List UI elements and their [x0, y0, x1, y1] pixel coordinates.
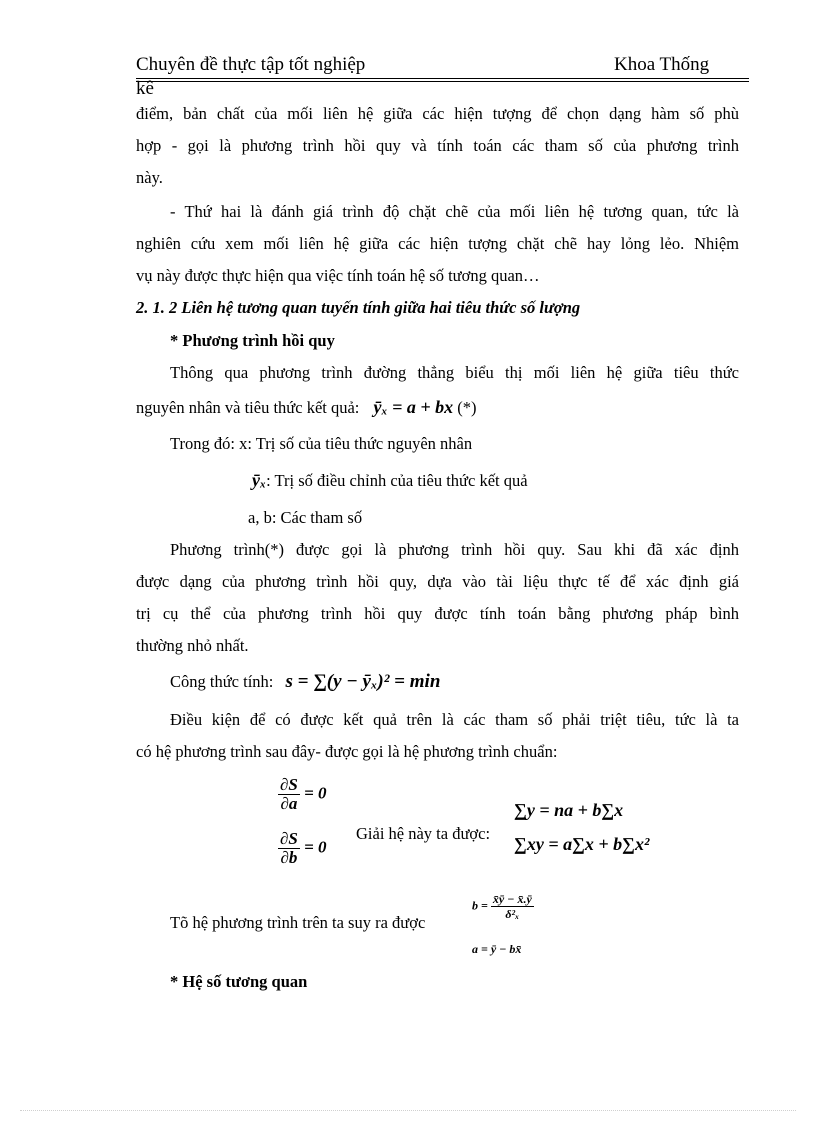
p3-line2-text: nguyên nhân và tiêu thức kết quả:: [136, 398, 360, 417]
b-numerator: x̄ȳ − x̄.ȳ: [492, 892, 532, 906]
p5-line1: Điều kiện để có được kết quả trên là các tham số phải triệt tiêu, tức là ta: [170, 710, 739, 729]
subheading-regression: * Phương trình hồi quy: [170, 331, 335, 350]
subheading-correlation: * Hệ số tương quan: [170, 972, 308, 991]
p2-line1: - Thứ hai là đánh giá trình độ chặt chẽ của mối liên hệ tương quan, tức là: [170, 202, 739, 221]
section-title: 2. 1. 2 Liên hệ tương quan tuyến tính giữa hai tiêu thức số lượng: [136, 298, 581, 317]
derivative-a-den: ∂a: [280, 794, 298, 813]
where-y: [252, 470, 528, 491]
p4-line3: trị cụ thể của phương trình hồi quy được tính toán bằng phương pháp bình: [136, 604, 739, 623]
derivative-a-fraction: [278, 776, 300, 813]
p2-line3: vụ này được thực hiện qua việc tính toán hệ số tương quan…: [136, 266, 540, 285]
p1-line1: điểm, bản chất của mối liên hệ giữa các hiện tượng để chọn dạng hàm số phù: [136, 104, 739, 123]
b-denominator: δ²ₓ: [505, 907, 520, 921]
p4-line4: thường nhỏ nhất.: [136, 636, 249, 655]
derivative-b-zero: = 0: [304, 837, 327, 857]
equation-star: (*): [457, 398, 477, 417]
regression-equation: ȳₓ = a + bx: [373, 397, 454, 417]
derivative-a-num: ∂S: [280, 775, 298, 794]
normal-equation-1: ∑y = na + b∑x: [514, 800, 624, 820]
header-rule: [136, 78, 749, 79]
p2-line2: nghiên cứu xem mối liên hệ giữa các hiện tượng chặt chẽ hay lỏng lẻo. Nhiệm: [136, 234, 739, 253]
where-y-symbol: ȳₓ: [252, 470, 267, 490]
derivative-b-num: ∂S: [280, 829, 298, 848]
page-bottom-dots: [20, 1110, 796, 1111]
where-y-text: : Trị số điều chỉnh của tiêu thức kết quả: [266, 471, 528, 490]
derivative-a: [278, 776, 327, 813]
formula-line: [170, 672, 440, 692]
normal-equation-2: ∑xy = a∑x + b∑x²: [514, 834, 650, 854]
p1-line2: hợp - gọi là phương trình hồi quy và tính toán các tham số của phương trình: [136, 136, 739, 155]
p3-line2: [136, 397, 477, 418]
formula-label: Công thức tính:: [170, 672, 274, 691]
least-squares-formula: s = ∑(y − ȳₓ)² = min: [285, 671, 441, 692]
solve-label: Giải hệ này ta được:: [356, 824, 491, 843]
where-x: Trong đó: x: Trị số của tiêu thức nguyên nhân: [170, 434, 473, 453]
derivative-b-fraction: [278, 830, 300, 867]
p5-line2: có hệ phương trình sau đây- được gọi là hệ phương trình chuẩn:: [136, 742, 558, 761]
a-formula: a = ȳ − bx̄: [472, 942, 522, 956]
header-right: Khoa Thống: [614, 54, 710, 75]
p1-line3: này.: [136, 168, 163, 187]
p4-line2: được dạng của phương trình hồi quy, dựa vào tài liệu thực tế để xác định giá: [136, 572, 739, 591]
p3-line1: Thông qua phương trình đường thẳng biểu thị mối liên hệ giữa tiêu thức: [170, 363, 739, 382]
derive-label: Tõ hệ phương trình trên ta suy ra được: [170, 913, 426, 932]
where-ab: a, b: Các tham số: [248, 508, 363, 527]
b-lhs: b =: [472, 898, 488, 913]
derivative-b-den: ∂b: [280, 848, 298, 867]
b-formula: [472, 892, 534, 921]
derivative-a-zero: = 0: [304, 783, 327, 803]
header-left: Chuyên đề thực tập tốt nghiệp: [136, 54, 366, 75]
p4-line1: Phương trình(*) được gọi là phương trình hồi quy. Sau khi đã xác định: [170, 540, 739, 559]
header-wrap: kê: [136, 78, 154, 99]
b-fraction: [491, 892, 534, 921]
header-rule-double: [136, 81, 749, 82]
derivative-b: [278, 830, 327, 867]
